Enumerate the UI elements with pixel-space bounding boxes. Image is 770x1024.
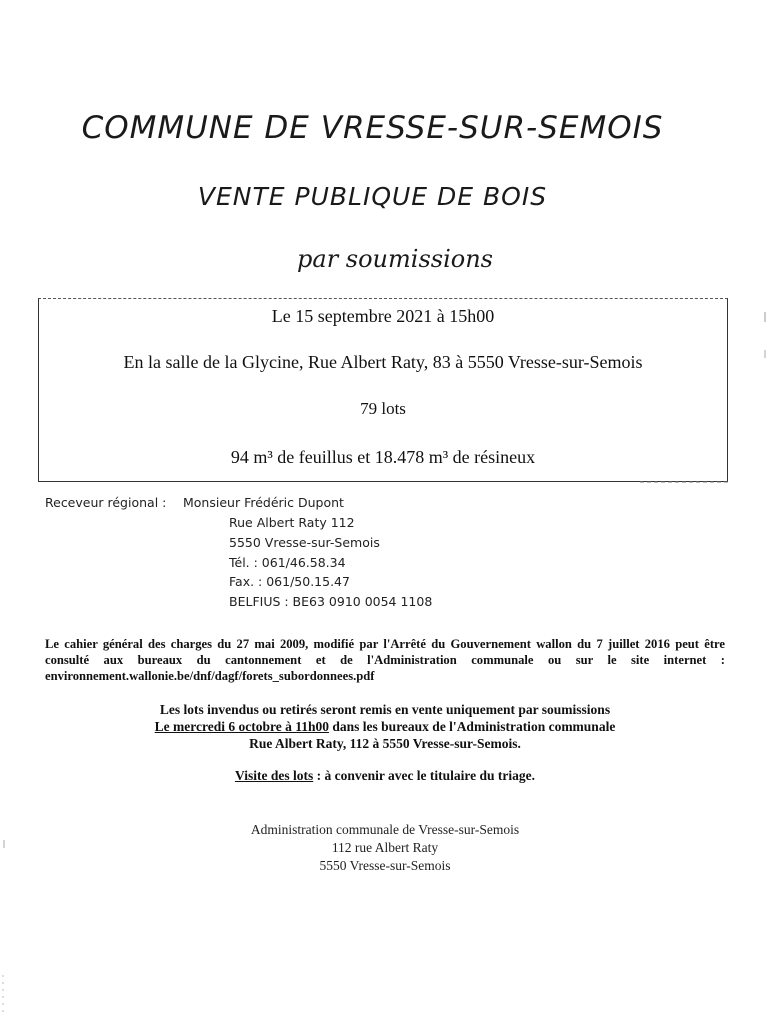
sale-volume: 94 m³ de feuillus et 18.478 m³ de résineux xyxy=(230,447,536,467)
receiver-bank: BELFIUS : BE63 0910 0054 1108 xyxy=(229,594,433,609)
visit-text: : à convenir avec le titulaire du triage. xyxy=(313,768,536,783)
footer-street: 112 rue Albert Raty xyxy=(331,840,439,855)
unsold-line-3: Rue Albert Raty, 112 à 5550 Vresse-sur-Semois. xyxy=(249,736,521,751)
unsold-place: dans les bureaux de l'Administration communale xyxy=(329,719,616,734)
receiver-fax: Fax. : 061/50.15.47 xyxy=(229,574,350,589)
sale-location: En la salle de la Glycine, Rue Albert Raty, 83 à 5550 Vresse-sur-Semois xyxy=(123,352,643,372)
visit-label: Visite des lots xyxy=(234,768,314,783)
sale-lots: 79 lots xyxy=(360,399,406,418)
document-tagline: par soumissions xyxy=(297,245,493,273)
receiver-city: 5550 Vresse-sur-Semois xyxy=(229,535,380,550)
charges-notice: Le cahier général des charges du 27 mai 2009, modifié par l'Arrêté du Gouvernement wallon du 7 juillet 2016 peut être consulté aux bureaux du cantonnement et de l'Administration communale ou sur le site internet : environnement.wallonie.be/dnf/dagf/forets_subordonnees.pdf xyxy=(45,637,725,683)
unsold-date: Le mercredi 6 octobre à 11h00 xyxy=(154,719,330,734)
document-title: COMMUNE DE VRESSE-SUR-SEMOIS xyxy=(81,110,664,146)
sale-date: Le 15 septembre 2021 à 15h00 xyxy=(271,306,495,326)
receiver-name: Monsieur Frédéric Dupont xyxy=(183,495,344,510)
unsold-line-1: Les lots invendus ou retirés seront remis en vente uniquement par soumissions xyxy=(159,702,611,717)
receiver-street: Rue Albert Raty 112 xyxy=(229,515,355,530)
footer-city: 5550 Vresse-sur-Semois xyxy=(319,858,451,873)
receiver-label: Receveur régional : xyxy=(45,495,167,510)
receiver-phone: Tél. : 061/46.58.34 xyxy=(229,555,346,570)
footer-org: Administration communale de Vresse-sur-Semois xyxy=(250,822,520,837)
document-subtitle: VENTE PUBLIQUE DE BOIS xyxy=(197,182,548,211)
